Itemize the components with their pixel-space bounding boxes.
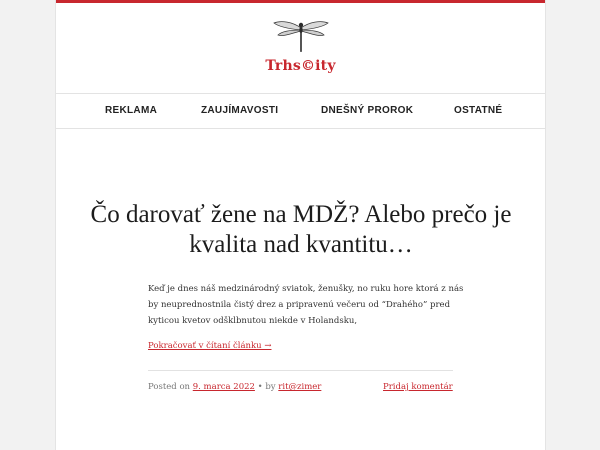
post-date-link[interactable]: 9. marca 2022 <box>192 382 255 392</box>
add-comment-link[interactable]: Pridaj komentár <box>383 382 453 392</box>
post-excerpt: Keď je dnes náš medzinárodný sviatok, ženušky, no ruku hore ktorá z nás by neuprednostnila čistý drez a pripravenú večeru od “Drahého” pred kyticou kvetov odšklbnutou niekde v Holandsku, <box>148 284 464 326</box>
post-meta <box>148 380 321 394</box>
site-title[interactable]: Trhs©ity <box>265 58 336 74</box>
nav-item-zaujimavosti[interactable]: ZAUJÍMAVOSTI <box>201 105 279 116</box>
nav-item-reklama[interactable]: REKLAMA <box>105 105 158 116</box>
meta-separator: • <box>257 382 263 392</box>
dragonfly-icon[interactable] <box>271 18 331 54</box>
site-branding[interactable] <box>56 18 545 74</box>
top-accent-bar <box>56 0 545 3</box>
meta-divider <box>148 370 453 371</box>
nav-item-dnesny-prorok[interactable]: DNEŠNÝ PROROK <box>321 105 414 116</box>
main-navigation <box>56 93 545 129</box>
by-label: by <box>265 382 276 392</box>
page-container <box>55 0 546 450</box>
nav-item-ostatne[interactable]: OSTATNÉ <box>454 105 503 116</box>
author-link[interactable]: rit@zimer <box>278 382 322 392</box>
read-more-link[interactable]: Pokračovať v čítaní článku → <box>148 341 272 351</box>
posted-on-label: Posted on <box>148 382 191 392</box>
post-title[interactable]: Čo darovať žene na MDŽ? Alebo prečo je kvalita nad kvantitu… <box>90 201 512 258</box>
